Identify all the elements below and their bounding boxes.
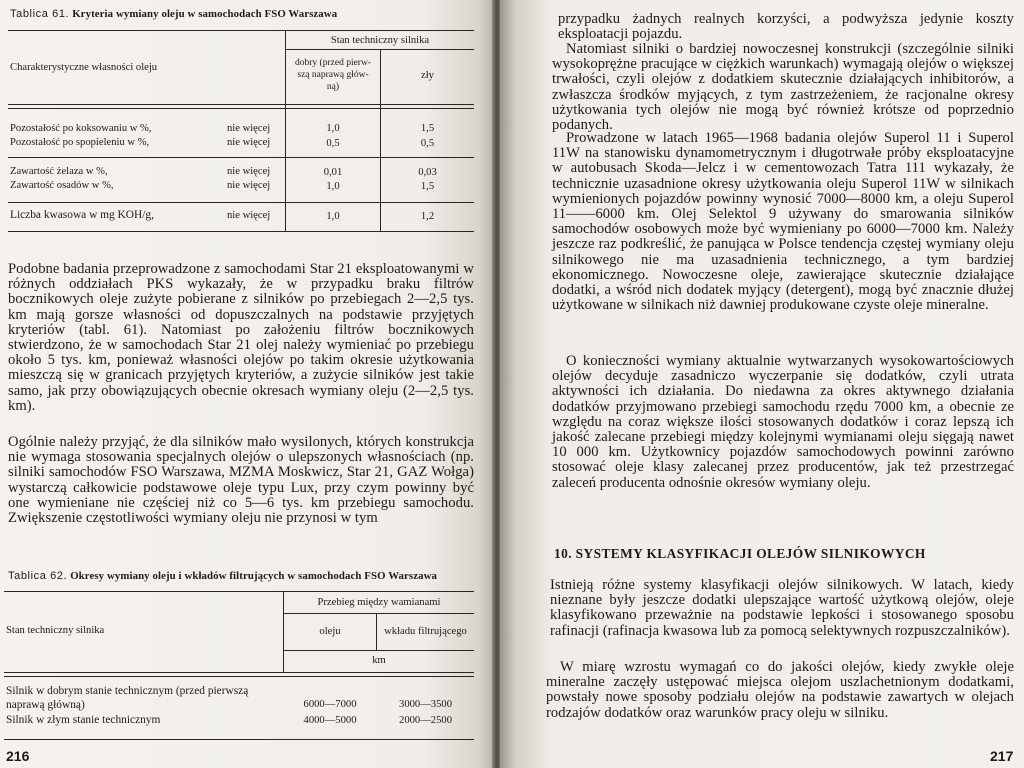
page-number-left: 216 [6, 748, 30, 764]
table61-row-good: 1,0 [326, 211, 340, 222]
right-paragraph-1: przypadku żadnych realnych korzyści, a podwyższa jedynie koszty eksploatacji pojazdu. [558, 11, 1014, 43]
table61-row-limit: nie więcej [227, 166, 271, 177]
table62-row-filter: 2000—2500 [399, 715, 452, 726]
right-page [500, 0, 1024, 768]
table61-row-bad: 0,03 [418, 167, 437, 178]
left-page [0, 0, 494, 768]
table62-header-state: Stan techniczny silnika [6, 625, 105, 636]
table61-row-limit: nie więcej [227, 137, 271, 148]
section-title: 10. SYSTEMY KLASYFIKACJI OLEJÓW SILNIKOWYCH [554, 546, 926, 561]
table61-row-property: Pozostałość po koksowaniu w %, [10, 123, 152, 134]
table61-header-good: dobry (przed pierw- szą naprawą głów- ną) [295, 58, 371, 92]
table62-header-filter: wkładu filtrującego [384, 626, 467, 637]
table62-header-group: Przebieg między wamianami [317, 597, 441, 608]
left-paragraph-1: Podobne badania przeprowadzone z samochodami Star 21 eksploatowanymi w różnych oddziałach PKS wykazały, że w przypadku braku filtrów bocznikowych oleje zużyte pobierane z silników po przebiegach 2—2,5 tys. km mają gorsze własności od dopuszczalnych na podstawie przyjętych kryteriów (tabl. 61). Natomiast po założeniu filtrów bocznikowych stwierdzono, że w samochodach Star 21 olej należy wymieniać po przebiegu około 5 tys. km, ponieważ własności olejów po takim okresie użytkowania mieszczą się w granicach przyjętych kryteriów, a zużycie silników jest takie samo, jak przy obowiązujących obecnie okresach wymiany oleju (2—2,5 tys. km). [8, 261, 474, 414]
table61-row-good: 0,01 [323, 167, 343, 178]
table61-row-limit: nie więcej [227, 123, 271, 134]
table61-row-good: 1,0 [326, 123, 340, 134]
right-paragraph-3: Prowadzone w latach 1965—1968 badania olejów Superol 11 i Superol 11W na stanowisku dynamometrycznym i długotrwałe próby eksploatacyjne w autobusach Skoda—Jelcz i w cementowozach Tatra 111 wykazały, że technicznie uzasadnione okresy użytkowania oleju Superol 11W w silnikach wymienionych pojazdów powinny wynosić 7000—8000 km, a oleju Superol 11——6000 km. Olej Selektol 9 używany do smarowania silników samochodów osobowych może być wymieniany po 6000—7000 km. Należy jeszcze raz podkreślić, że panująca w Polsce tendencja częstej wymiany oleju silnikowego nie ma uzasadnienia technicznego, a tym bardziej ekonomicznego. Nowoczesne oleje, zawierające skutecznie działające dodatki, a wśród nich dodatek myjący (detergent), mogą być znacznie dłużej użytkowane w silnikach niż dawniej produkowane czyste oleje mineralne. [552, 130, 1014, 314]
table61-row-good: 1,0 [326, 181, 340, 192]
table61-row-property: Zawartość żelaza w %, [10, 166, 108, 177]
right-paragraph-4: O konieczności wymiany aktualnie wytwarzanych wysokowartościowych olejów decyduje zasadniczo wyczerpanie się dodatków, czyli utrata aktywności ich działania. Do niedawna za okres aktywnego działania dodatków przyjmowano przebiegi samochodu rzędu 7000 km, a obecnie ze względu na coraz większe ilości stosowanych dodatków i coraz lepszą ich jakość zalecane przebiegi między kolejnymi wymianami oleju sięgają nawet 10 000 km. Użytkownicy pojazdów samochodowych powinni zarówno stosować oleje klasy zalecanej przez producentów, jak też przestrzegać zaleceń producenta odnośnie okresów wymiany oleju. [552, 353, 1014, 491]
right-paragraph-2: Natomiast silniki o bardziej nowoczesnej konstrukcji (szczególnie silniki wysokoprężne pracujące w ciężkich warunkach) wymagają olejów o większej trwałości, czyli olejów z dodatkiem skutecznie działających inhibitorów, a zwłaszcza środków myjących, z tym zastrzeżeniem, że racjonalne okresy użytkowania tych olejów nie mogą być również krótsze od poprzednio podanych. [552, 41, 1014, 134]
table61-row-property: Liczba kwasowa w mg KOH/g, [10, 209, 154, 221]
table61-row-property: Pozostałość po spopieleniu w %, [10, 137, 150, 148]
right-paragraph-6: W miarę wzrostu wymagań co do jakości olejów, kiedy zwykłe oleje mineralne zaczęły ustępować miejsca olejom uszlachetnionym dodatkami, powstały nowe sposoby podziału olejów na podstawie zawartych w olejach rodzajów dodatków oraz warunków pracy oleju w silniku. [546, 659, 1014, 721]
table62 [0, 0, 494, 768]
table61-header-characteristic: Charakterystyczne własności oleju [10, 62, 158, 73]
table62-row-filter: 3000—3500 [399, 699, 452, 710]
table61-row-property: Zawartość osadów w %, [10, 180, 114, 191]
table61-row-good: 0,5 [326, 138, 340, 149]
table61-row-bad: 0,5 [420, 138, 435, 149]
table61-row-limit: nie więcej [227, 180, 271, 191]
table62-header-oil: oleju [319, 626, 341, 637]
table61-row-limit: nie więcej [227, 210, 271, 221]
left-paragraph-2: Ogólnie należy przyjąć, że dla silników mało wysilonych, których konstrukcja nie wymaga stosowania specjalnych olejów o ulepszonych własnościach (np. silniki samochodów FSO Warszawa, MZMA Moskwicz, Star 21, GAZ Wołga) wystarczą całkowicie podstawowe oleje typu Lux, przy czym powinny być one wymieniane nie częściej niż co 5—6 tys. km przebiegu samochodu. Zwiększenie częstotliwości wymiany oleju nie przynosi w tym [8, 434, 474, 527]
table62-row-state: Silnik w złym stanie technicznym [6, 714, 161, 726]
table61-header-group: Stan techniczny silnika [330, 35, 430, 46]
table62-row-oil: 4000—5000 [303, 715, 357, 726]
table61-row-bad: 1,2 [420, 211, 435, 222]
table61-label: Tablica 61. [10, 8, 70, 20]
table62-row-state: Silnik w dobrym stanie technicznym (przed pierwszą naprawą główną) [6, 685, 249, 711]
table61-title: Kryteria wymiany oleju w samochodach FSO Warszawa [72, 8, 338, 20]
table62-row-oil: 6000—7000 [303, 699, 357, 710]
table61-row-bad: 1,5 [420, 181, 435, 192]
page-number-right: 217 [990, 748, 1014, 764]
right-paragraph-5: Istnieją różne systemy klasyfikacji olejów silnikowych. W latach, kiedy nieznane były jeszcze dodatki ulepszające wartość użytkową olejów, oleje klasyfikowano przeważnie na podstawie lepkości i stosowanego sposobu rafinacji (rafinacja kwasowa lub za pomocą selektywnych rozpuszczalników). [550, 577, 1014, 639]
table61-header-bad: zły [421, 70, 434, 81]
table62-title: Okresy wymiany oleju i wkładów filtrujących w samochodach FSO Warszawa [70, 570, 437, 582]
table61-row-bad: 1,5 [420, 123, 435, 134]
table62-header-unit: km [372, 655, 386, 666]
table62-label: Tablica 62. [8, 570, 68, 582]
